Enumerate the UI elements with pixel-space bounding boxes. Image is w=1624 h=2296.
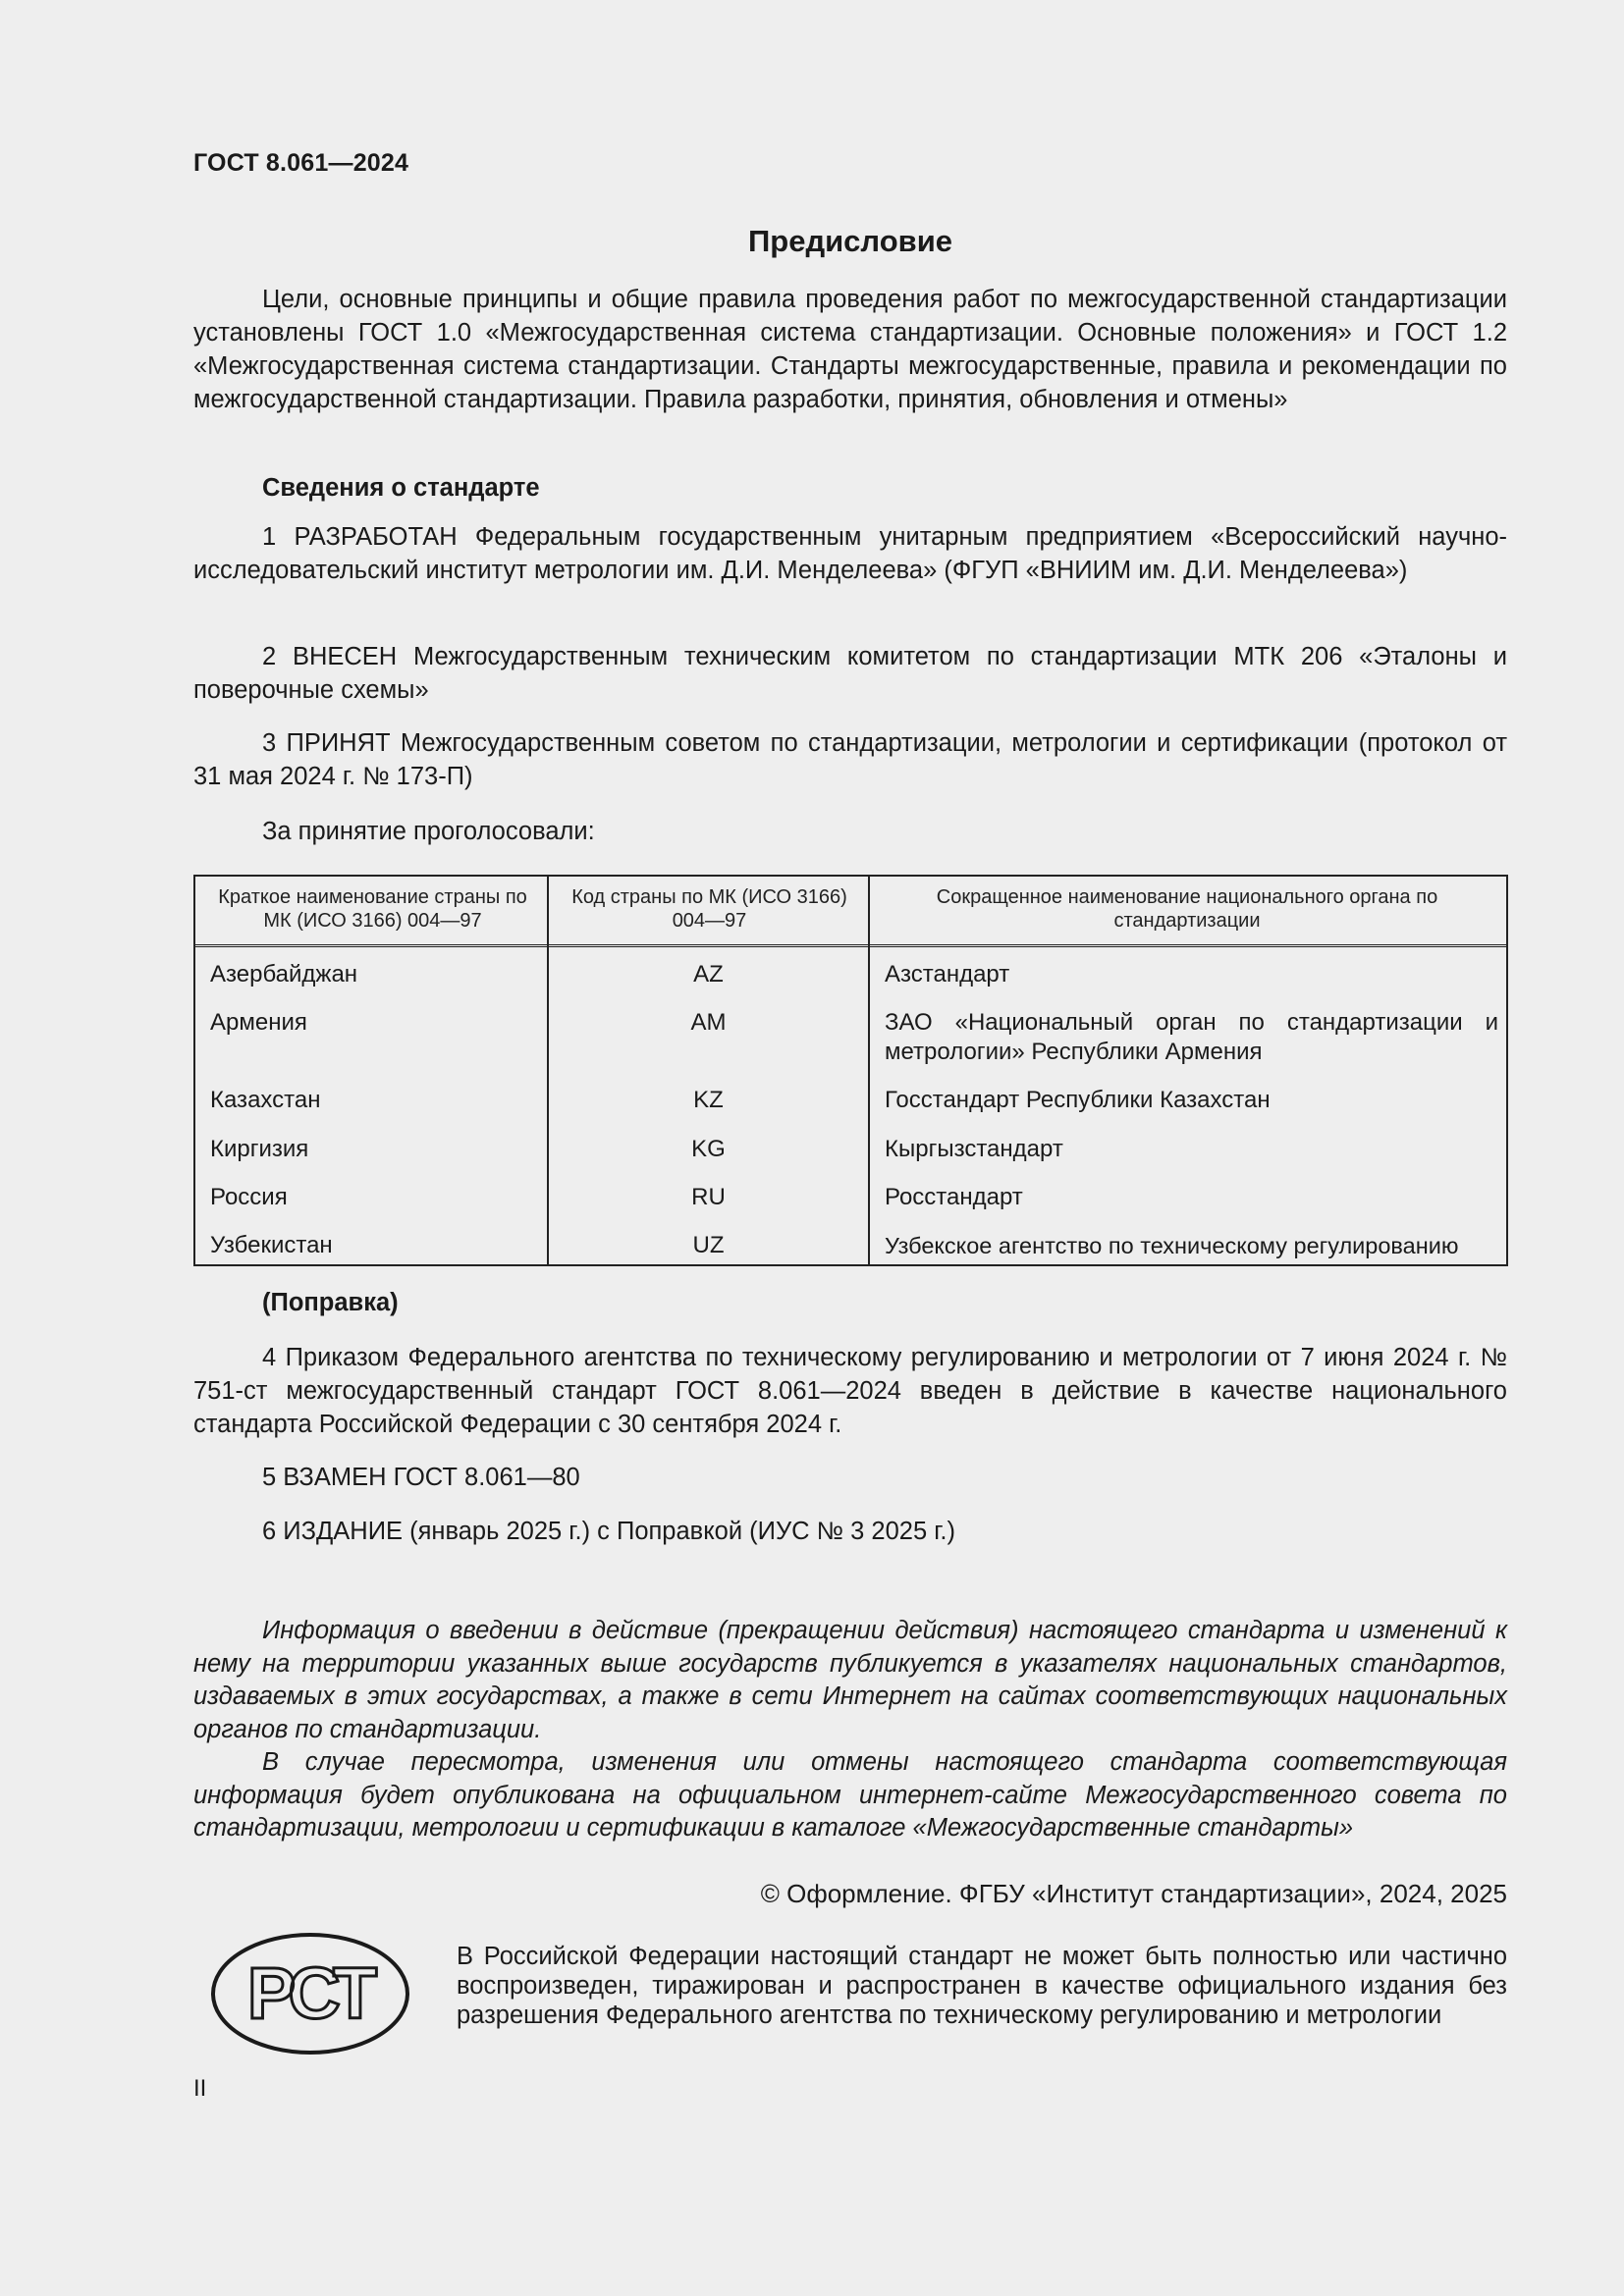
table-cell-code: KZ — [693, 1087, 724, 1113]
logo-lettering: РСТ — [246, 1952, 372, 2034]
table-cell-code: AZ — [693, 961, 724, 988]
copyright-notice: В Российской Федерации настоящий стандарт не может быть полностью или частично воспроизведен, тиражирован и распространен в качестве официального издания без разрешения Федерального агентства по техническому регулированию и метрологии — [457, 1943, 1507, 2029]
table-cell-body: Узбекское агентство по техническому регулированию — [885, 1233, 1459, 1258]
table-cell-country: Казахстан — [210, 1087, 321, 1113]
table-cell-body: ЗАО «Национальный орган по стандартизации и метрологии» Республики Армения — [885, 1009, 1498, 1065]
table-cell-code: RU — [691, 1184, 726, 1210]
table-cell-country: Армения — [210, 1009, 307, 1036]
item-replaces: 5 ВЗАМЕН ГОСТ 8.061—80 — [262, 1464, 580, 1491]
table-cell-country: Азербайджан — [210, 961, 358, 988]
table-cell-body: Росстандарт — [885, 1184, 1023, 1210]
info-paragraph-publication: Информация о введении в действие (прекращении действия) настоящего стандарта и изменений к нему на территории указанных выше государств публикуется в указателях национальных стандартов, издаваемых в этих государствах, а также в сети Интернет на сайтах соответствующих национальных органов по стандартизации. — [193, 1617, 1507, 1743]
table-cell-code: KG — [691, 1136, 726, 1162]
info-paragraph-revision: В случае пересмотра, изменения или отмены настоящего стандарта соответствующая информация будет опубликована на официальном интернет-сайте Межгосударственного совета по стандартизации, метрологии и сертификации в каталоге «Межгосударственные стандарты» — [193, 1748, 1507, 1842]
rst-certification-mark-icon — [210, 1932, 410, 2056]
table-cell-body: Азстандарт — [885, 961, 1010, 988]
item-enacted: 4 Приказом Федерального агентства по техническому регулированию и метрологии от 7 июня 2024 г. № 751-ст межгосударственный стандарт ГОСТ 8.061—2024 введен в действие в качестве национального стандарта Российской Федерации с 30 сентября 2024 г. — [193, 1344, 1507, 1438]
table-cell-country: Узбекистан — [210, 1232, 333, 1258]
voted-label: За принятие проголосовали: — [262, 818, 595, 845]
document-code: ГОСТ 8.061—2024 — [193, 149, 409, 177]
info-heading: Сведения о стандарте — [262, 474, 540, 502]
voting-table — [193, 875, 1508, 1266]
table-header-rule — [195, 944, 1506, 947]
table-cell-code: UZ — [692, 1232, 725, 1258]
item-developed: 1 РАЗРАБОТАН Федеральным государственным унитарным предприятием «Всероссийский научно-исследовательский институт метрологии им. Д.И. Менделеева» (ФГУП «ВНИИМ им. Д.И. Менделеева») — [193, 523, 1507, 584]
page-title: Предисловие — [747, 224, 952, 258]
copyright-line: © Оформление. ФГБУ «Институт стандартизации», 2024, 2025 — [760, 1879, 1507, 1908]
table-cell-country: Россия — [210, 1184, 288, 1210]
item-edition: 6 ИЗДАНИЕ (январь 2025 г.) с Поправкой (ИУС № 3 2025 г.) — [262, 1518, 955, 1545]
amendment-note: (Поправка) — [262, 1289, 399, 1316]
table-cell-country: Киргизия — [210, 1136, 309, 1162]
table-cell-body: Госстандарт Республики Казахстан — [885, 1087, 1271, 1113]
table-header-body: Сокращенное наименование национального органа по стандартизации — [936, 886, 1438, 932]
table-cell-code: AM — [690, 1009, 727, 1036]
table-header-country: Краткое наименование страны по МК (ИСО 3166) 004—97 — [218, 886, 527, 932]
table-cell-body: Кыргызстандарт — [885, 1136, 1063, 1162]
table-header-code: Код страны по МК (ИСО 3166) 004—97 — [571, 886, 847, 932]
table-column-divider — [868, 877, 870, 1264]
item-adopted: 3 ПРИНЯТ Межгосударственным советом по стандартизации, метрологии и сертификации (протокол от 31 мая 2024 г. № 173-П) — [193, 729, 1507, 790]
item-introduced: 2 ВНЕСЕН Межгосударственным техническим комитетом по стандартизации МТК 206 «Эталоны и поверочные схемы» — [193, 643, 1507, 704]
page-number: II — [193, 2075, 207, 2102]
intro-paragraph: Цели, основные принципы и общие правила проведения работ по межгосударственной стандартизации установлены ГОСТ 1.0 «Межгосударственная система стандартизации. Основные положения» и ГОСТ 1.2 «Межгосударственная система стандартизации. Стандарты межгосударственные, правила и рекомендации по межгосударственной стандартизации. Правила разработки, принятия, обновления и отмены» — [193, 286, 1507, 413]
